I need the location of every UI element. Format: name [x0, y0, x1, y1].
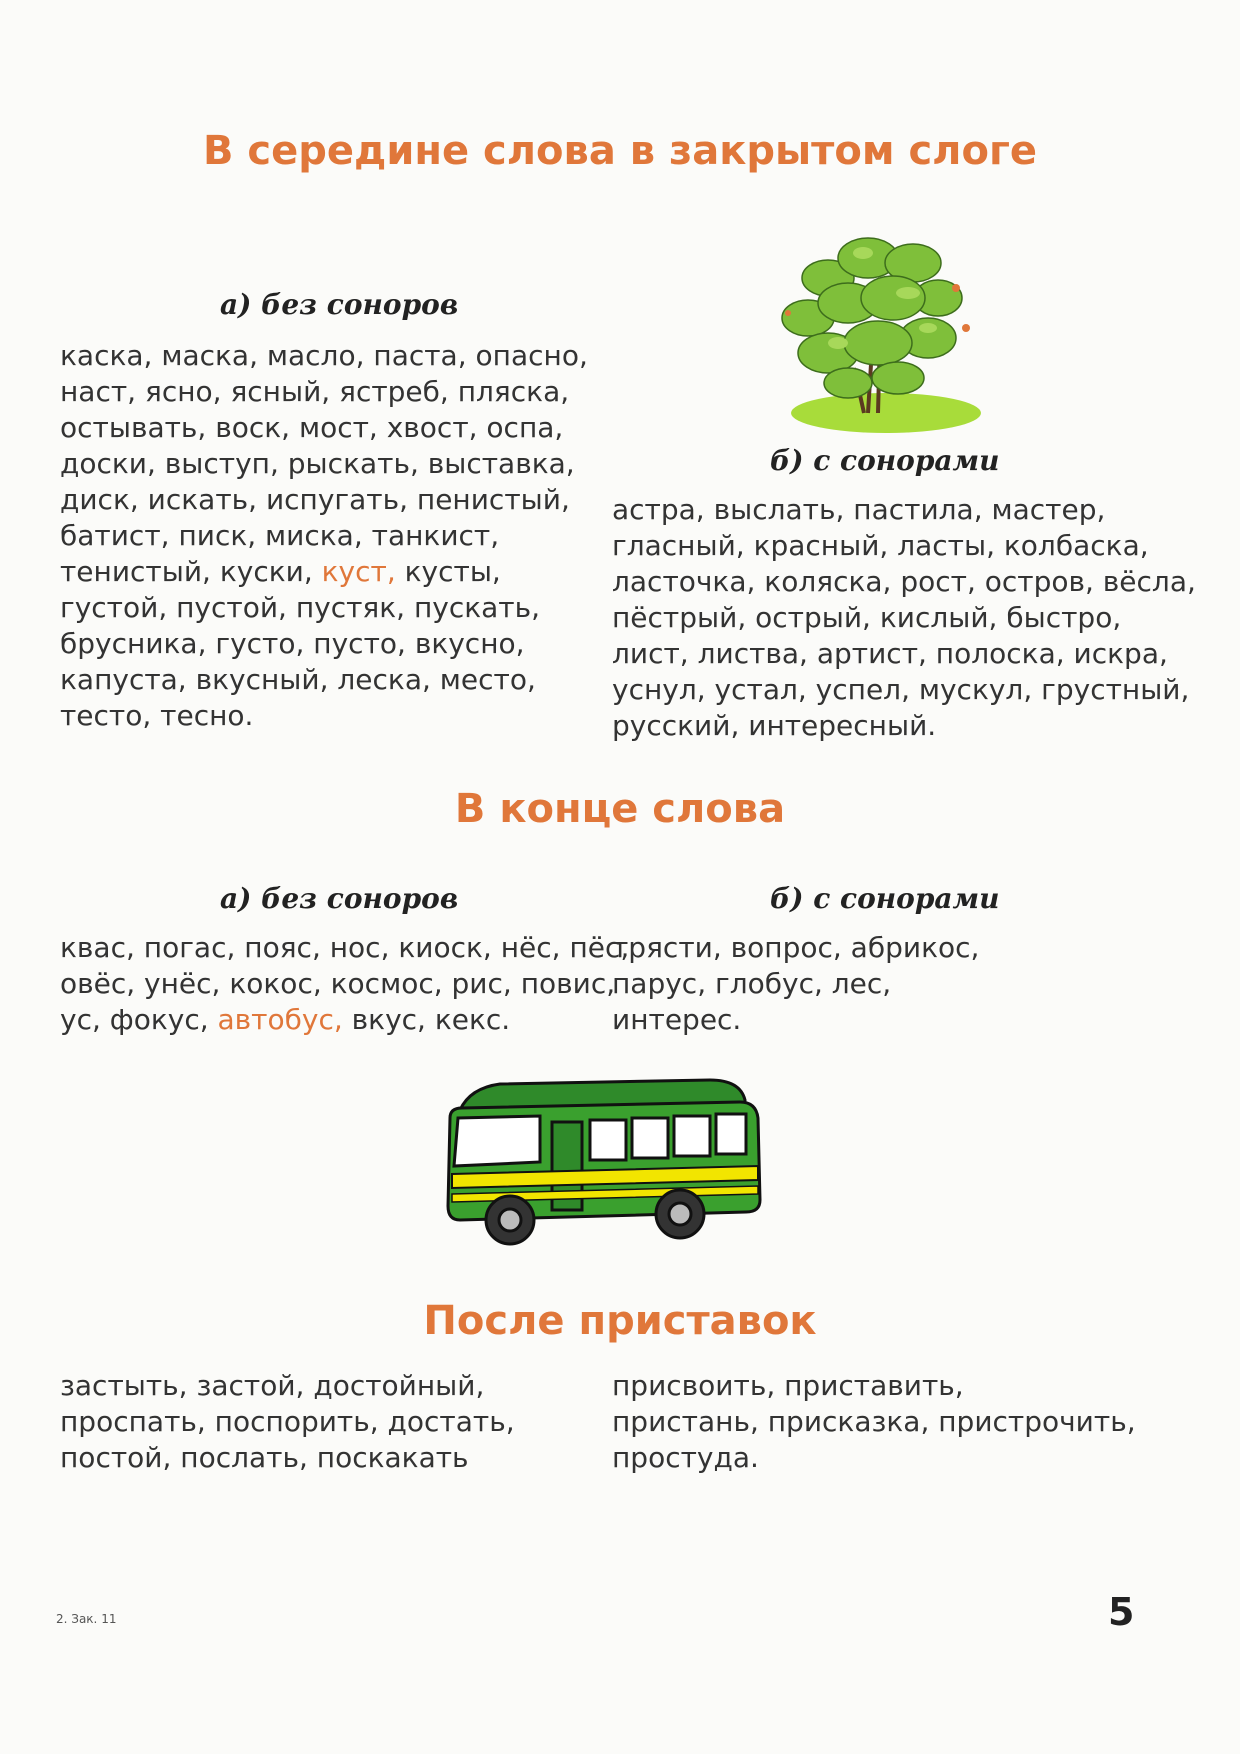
word-list-end-a [60, 930, 629, 1038]
text-line: квас, погас, пояс, нос, киоск, нёс, пёс, [60, 931, 630, 964]
text-line: уснул, устал, успел, мускул, грустный, [612, 673, 1190, 706]
text-line: пёстрый, острый, кислый, быстро, [612, 601, 1122, 634]
text-line: постой, послать, поскакать [60, 1441, 469, 1474]
word-list-prefix-right [612, 1368, 1136, 1476]
text-line: русский, интересный. [612, 709, 937, 742]
footer-note: 2. Зак. 11 [56, 1612, 117, 1626]
text-line: простуда. [612, 1441, 759, 1474]
text-line: капуста, вкусный, леска, место, [60, 663, 536, 696]
text-line: батист, писк, миска, танкист, [60, 519, 500, 552]
text-line: лист, листва, артист, полоска, искра, [612, 637, 1168, 670]
highlighted-word: автобус, [217, 1003, 343, 1036]
section-title-middle: В середине слова в закрытом слоге [203, 128, 1037, 174]
section-title-prefix: После приставок [423, 1298, 817, 1344]
word-list-end-b [612, 930, 979, 1038]
text-line: парус, глобус, лес, [612, 967, 892, 1000]
text-line: овёс, унёс, кокос, космос, рис, повис, [60, 967, 616, 1000]
subheading-middle-a: а) без соноров [220, 288, 459, 321]
text-line: присвоить, приставить, [612, 1369, 964, 1402]
text-line: густой, пустой, пустяк, пускать, [60, 591, 541, 624]
bus-illustration [440, 1070, 770, 1260]
text-line: пристань, присказка, пристрочить, [612, 1405, 1136, 1438]
highlighted-word: куст, [321, 555, 396, 588]
text-line: наст, ясно, ясный, ястреб, пляска, [60, 375, 570, 408]
bush-illustration [768, 218, 988, 436]
text-line: доски, выступ, рыскать, выставка, [60, 447, 575, 480]
text-line: интерес. [612, 1003, 742, 1036]
word-list-middle-b [612, 492, 1196, 744]
word-list-middle-a [60, 338, 588, 734]
text-line: ус, фокус, автобус, вкус, кекс. [60, 1003, 511, 1036]
text-line: тесто, тесно. [60, 699, 254, 732]
text-line: ласточка, коляска, рост, остров, вёсла, [612, 565, 1196, 598]
word-list-prefix-left [60, 1368, 515, 1476]
subheading-end-b: б) с сонорами [770, 882, 1000, 915]
text-line: застыть, застой, достойный, [60, 1369, 485, 1402]
text-line: проспать, поспорить, достать, [60, 1405, 515, 1438]
page-number: 5 [1108, 1590, 1135, 1634]
text-line: остывать, воск, мост, хвост, оспа, [60, 411, 564, 444]
text-line: трясти, вопрос, абрикос, [612, 931, 980, 964]
subheading-end-a: а) без соноров [220, 882, 459, 915]
text-line: диск, искать, испугать, пенистый, [60, 483, 570, 516]
text-line: астра, выслать, пастила, мастер, [612, 493, 1106, 526]
text-line: тенистый, куски, куст, кусты, [60, 555, 501, 588]
text-line: брусника, густо, пусто, вкусно, [60, 627, 525, 660]
section-title-end: В конце слова [454, 786, 786, 832]
text-line: каска, маска, масло, паста, опасно, [60, 339, 588, 372]
text-line: гласный, красный, ласты, колбаска, [612, 529, 1149, 562]
subheading-middle-b: б) с сонорами [770, 444, 1000, 477]
